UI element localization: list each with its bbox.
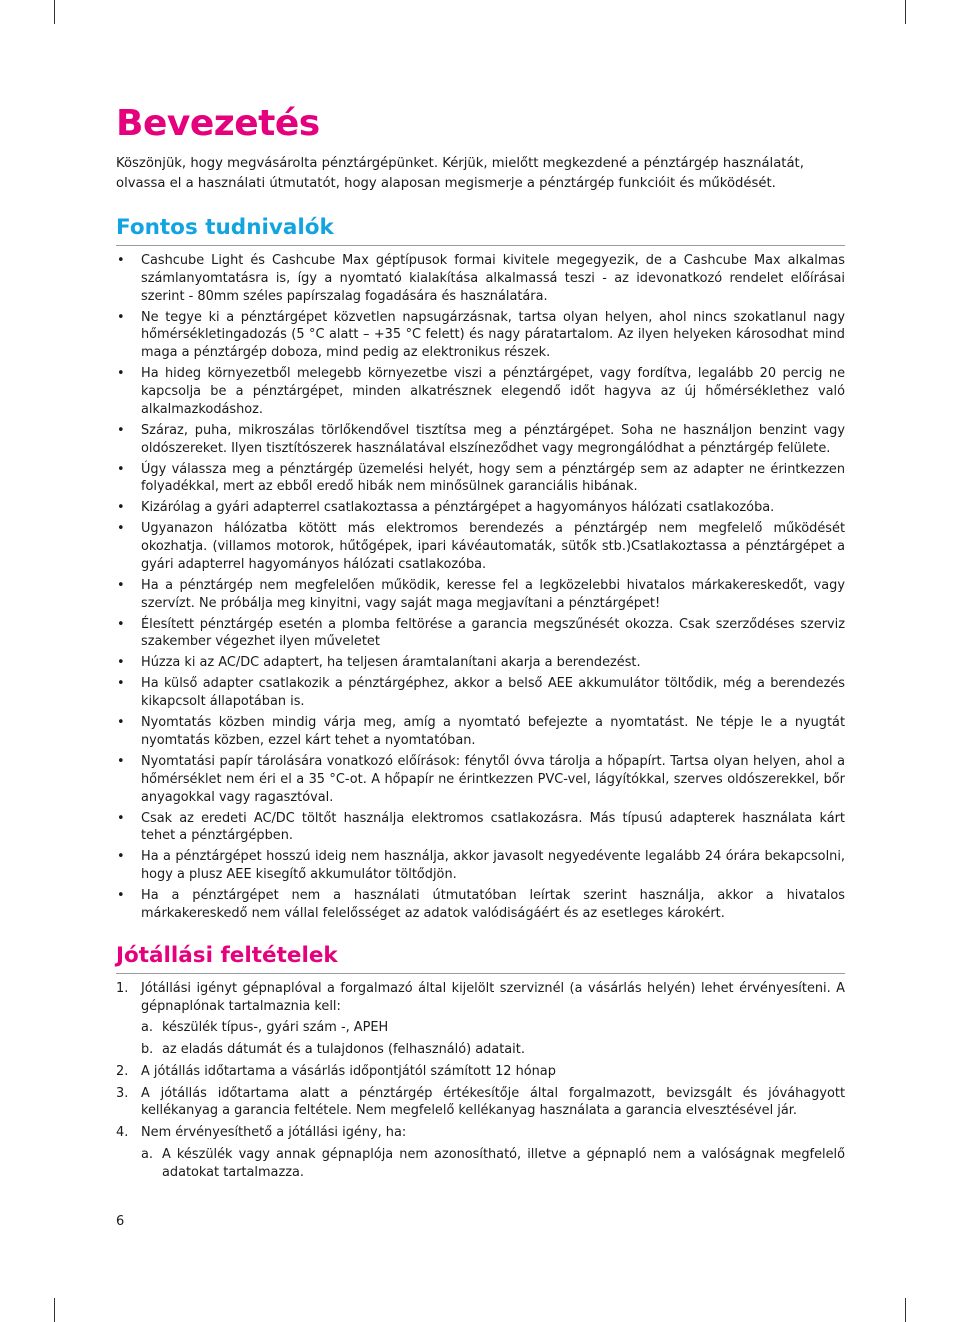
page-title: Bevezetés — [116, 103, 320, 144]
list-item-text: Száraz, puha, mikroszálas törlőkendővel tisztítsa meg a pénztárgépet. Soha ne használjon benzint vagy oldószereket. Ilyen tisztítószerek használatával elszíneződhet vagy megrongálódhat a pénztárgép felülete. — [141, 422, 845, 456]
warranty-item — [116, 1085, 845, 1121]
bullet-icon: • — [117, 676, 125, 692]
warranty-heading: Jótállási feltételek — [116, 942, 338, 968]
sub-item-text: készülék típus-, gyári szám -, APEH — [162, 1020, 389, 1036]
list-item — [116, 520, 845, 573]
list-item — [116, 577, 845, 613]
sub-list-item — [141, 1019, 845, 1037]
crop-mark-top-right — [905, 0, 906, 24]
intro-paragraph: Köszönjük, hogy megvásárolta pénztárgépünket. Kérjük, mielőtt megkezdené a pénztárgép használatát, olvassa el a használati útmutatót, hogy alaposan megismerje a pénztárgép funkcióit és működését. — [116, 156, 804, 191]
list-item — [116, 365, 845, 418]
bullet-icon: • — [117, 888, 125, 904]
bullet-icon: • — [117, 309, 125, 325]
list-item — [116, 887, 845, 923]
bullet-icon: • — [117, 253, 125, 268]
list-item — [116, 461, 845, 497]
list-item — [116, 714, 845, 750]
document-page — [116, 100, 845, 1186]
list-item — [116, 753, 845, 806]
item-number: 2. — [116, 1063, 129, 1079]
list-item-text: Ugyanazon hálózatba kötött más elektromos berendezés a pénztárgép nem megfelelő működését okozhatja. (villamos motorok, hűtőgépek, ipari kávéautomaták, sütők stb.)Csatlakoztassa a pénztárgépet a gyári adapterrel hagyományos hálózati csatlakozóba. — [141, 521, 845, 572]
list-item-text: Ha a pénztárgép nem megfelelően működik, keresse fel a legközelebbi hivatalos márkakereskedőt, vagy szervízt. Ne próbálja meg kinyitni, vagy saját maga megjavítani a pénztárgépet! — [141, 577, 845, 611]
sub-item-text: A készülék vagy annak gépnaplója nem azonosítható, illetve a gépnapló nem a valóságnak megfelelő adatokat tartalmazza. — [162, 1147, 845, 1180]
bullet-icon: • — [117, 366, 125, 382]
list-item-text: Ha a pénztárgépet nem a használati útmutatóban leírtak szerint használja, akkor a hivatalos márkakereskedő nem vállal felelősséget az adatok valódiságáért és az esetleges károkért. — [141, 888, 845, 921]
warranty-item — [116, 1063, 845, 1081]
list-item-text: Kizárólag a gyári adapterrel csatlakoztassa a pénztárgépet a hagyományos hálózati csatlakozóba. — [141, 500, 775, 516]
item-number: 3. — [116, 1085, 129, 1101]
bullet-icon: • — [117, 521, 125, 537]
bullet-icon: • — [117, 753, 125, 769]
list-item-text: Nyomtatási papír tárolására vonatkozó előírások: fénytől óvva tárolja a hőpapírt. Tartsa olyan helyen, ahol a hőmérséklet nem éri el a 35 °C-ot. A hőpapír ne érintkezzen PVC-vel, lágyítókkal, szerves oldószerekkel, bőr anyagokkal vagy ragasztóval. — [141, 753, 845, 805]
list-item-text: Ha a pénztárgépet hosszú ideig nem használja, akkor javasolt negyedévente legalább 24 órára bekapcsolni, hogy a plusz AEE kisegítő akkumulátor töltődjön. — [141, 849, 845, 883]
warranty-item-text: A jótállás időtartama alatt a pénztárgép értékesítője által forgalmazott, bevizsgált és jóváhagyott kellékanyag a garancia feltétele. Nem megfelelő kellékanyag használata a garancia elvesztésével jár. — [141, 1085, 845, 1119]
sub-list-item — [141, 1146, 845, 1182]
warranty-list — [116, 980, 845, 1182]
sub-list — [141, 1146, 845, 1182]
list-item-text: Élesített pénztárgép esetén a plomba feltörése a garancia megszűnését okozza. Csak szerződéses szerviz szakember végezhet ilyen műveletet — [141, 616, 845, 650]
crop-mark-bottom-left — [54, 1298, 55, 1322]
crop-mark-top-left — [54, 0, 55, 24]
warranty-item-text: Jótállási igényt gépnaplóval a forgalmazó által kijelölt szerviznél (a vásárlás helyén) lehet érvényesíteni. A gépnaplónak tartalmaznia kell: — [141, 980, 845, 1014]
important-list — [116, 252, 845, 923]
sub-item-letter: a. — [141, 1147, 153, 1163]
bullet-icon: • — [117, 422, 125, 438]
list-item — [116, 252, 845, 305]
bullet-icon: • — [117, 461, 125, 477]
sub-item-letter: b. — [141, 1042, 154, 1058]
important-heading: Fontos tudnivalók — [116, 215, 334, 240]
list-item-text: Úgy válassza meg a pénztárgép üzemelési helyét, hogy sem a pénztárgép sem az adapter ne érintkezzen folyadékkal, mert az ebből eredő hibák nem minősülnek garanciális hibának. — [141, 461, 845, 495]
sub-item-letter: a. — [141, 1020, 153, 1036]
list-item-text: Húzza ki az AC/DC adaptert, ha teljesen áramtalanítani akarja a berendezést. — [141, 655, 641, 671]
list-item-text: Csak az eredeti AC/DC töltőt használja elektromos csatlakozásra. Más típusú adapterek használata kárt tehet a pénztárgépben. — [141, 810, 845, 844]
sub-list — [141, 1019, 845, 1059]
bullet-icon: • — [117, 616, 125, 632]
bullet-icon: • — [117, 500, 125, 516]
bullet-icon: • — [117, 577, 125, 593]
warranty-item — [116, 980, 845, 1059]
sub-list-item — [141, 1041, 845, 1059]
page-number: 6 — [116, 1214, 125, 1229]
list-item — [116, 422, 845, 458]
list-item — [116, 309, 845, 362]
item-number: 1. — [116, 980, 129, 996]
item-number: 4. — [116, 1125, 129, 1141]
crop-mark-bottom-right — [905, 1298, 906, 1322]
bullet-icon: • — [117, 715, 125, 731]
list-item — [116, 675, 845, 711]
heading-divider — [116, 245, 845, 246]
bullet-icon: • — [117, 655, 125, 671]
warranty-item-text: A jótállás időtartama a vásárlás időpontjától számított 12 hónap — [141, 1063, 556, 1079]
list-item — [116, 848, 845, 884]
heading-divider — [116, 973, 845, 974]
bullet-icon: • — [117, 849, 125, 865]
bullet-icon: • — [117, 810, 125, 826]
list-item-text: Ne tegye ki a pénztárgépet közvetlen napsugárzásnak, tartsa olyan helyen, ahol nincs szokatlanul nagy hőmérsékletingadozás (5 °C alatt – +35 °C felett) és nagy páratartalom. Az ilyen helyeken károsodhat mind maga a pénztárgép doboza, mind pedig az elektronikus részek. — [141, 309, 845, 361]
list-item-text: Ha külső adapter csatlakozik a pénztárgéphez, akkor a belső AEE akkumulátor töltődik, még a berendezés kikapcsolt állapotában is. — [141, 676, 845, 710]
list-item — [116, 654, 845, 672]
list-item-text: Ha hideg környezetből melegebb környezetbe viszi a pénztárgépet, vagy fordítva, legalább 20 percig ne kapcsolja be a pénztárgépet, minden alkatrésznek elegendő időt hagyva az új hőmérséklethez való alkalmazkodáshoz. — [141, 366, 845, 417]
warranty-item-text: Nem érvényesíthető a jótállási igény, ha: — [141, 1125, 407, 1141]
warranty-item — [116, 1124, 845, 1181]
list-item-text: Cashcube Light és Cashcube Max géptípusok formai kivitele megegyezik, de a Cashcube Max alkalmas számlanyomtatásra is, így a nyomtató kialakítása alkalmassá teszi - az idevonatkozó rendelet előírásai szerint - 80mm széles papírszalag fogadására és használatára. — [141, 253, 845, 304]
list-item — [116, 810, 845, 846]
list-item — [116, 616, 845, 652]
list-item — [116, 499, 845, 517]
sub-item-text: az eladás dátumát és a tulajdonos (felhasználó) adatait. — [162, 1042, 525, 1058]
list-item-text: Nyomtatás közben mindig várja meg, amíg a nyomtató befejezte a nyomtatást. Ne tépje le a nyugtát nyomtatás közben, ezzel kárt tehet a nyomtatóban. — [141, 715, 845, 748]
